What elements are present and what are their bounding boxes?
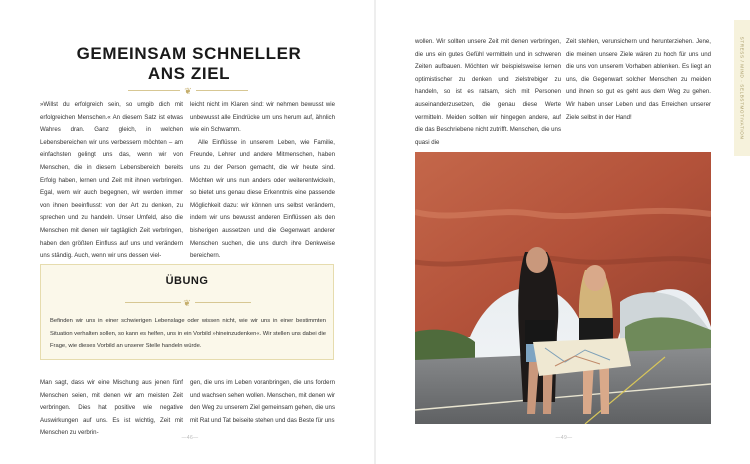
title-divider xyxy=(40,86,336,96)
paragraph: wollen. Wir sollten unsere Zeit mit denen verbringen, die uns ein gutes Gefühl vermitteln und in schweren Zeiten aufbauen. Möchten wir beispielsweise lernen optimistischer zu denken und zielstrebiger zu handeln, so ist es ratsam, sich mit Personen auseinanderzusetzen, die genau diese Werte vermitteln. Meiden sollten wir hingegen andere, auf die das Beschriebene nicht zutrifft. Menschen, die uns quasi die xyxy=(415,38,561,146)
page-number: —46— xyxy=(181,435,199,441)
text-column-right xyxy=(190,99,335,263)
page-title xyxy=(60,44,318,84)
left-page xyxy=(0,0,374,464)
paragraph: leicht nicht im Klaren sind: wir nehmen bewusst wie unbewusst alle Eindrücke um uns herum auf, ähnlich wie ein Schwamm. xyxy=(190,101,335,134)
title-line-2: ANS ZIEL xyxy=(147,64,231,83)
text-column-left xyxy=(40,99,183,263)
exercise-title: ÜBUNG xyxy=(165,275,209,287)
leaf-ornament-icon: ❦ xyxy=(184,86,192,96)
exercise-text: Befinden wir uns in einer schwierigen Lebenslage oder wissen nicht, wie wir uns in einer bestimmten Situation verhalten sollen, so kann es helfen, uns in ein Vorbild »hineinzudenken«. Wir stellen uns dabei die Frage, wie dieses Vorbild an unserer Stelle handeln würde. xyxy=(50,318,326,350)
paragraph: Alle Einflüsse in unserem Leben, wie Familie, Freunde, Lehrer und andere Mitmenschen, haben uns zu der Person gemacht, die wir heute sind. Möchten wir uns nun anders oder weiterentwickeln, so bietet uns genau diese Erkenntnis eine passende Möglichkeit dazu: wir können uns selbst verändern, indem wir uns bewusst anderen Einflüssen als den bisherigen aussetzen und die Gegenwart anderer Menschen suchen, die uns durch ihre Denkweise bereichern. xyxy=(190,138,335,260)
photo-women-with-map-at-rock-arch xyxy=(415,152,711,424)
chapter-side-tab xyxy=(734,20,750,156)
paragraph: »Willst du erfolgreich sein, so umgib dich mit erfolgreichen Menschen.« An diesem Satz ist etwas Wahres dran. Ganz gleich, in welchen Lebensbereichen wir uns verbessern möchten – am einfachsten gelingt uns das, wenn wir von Menschen, die in diesem Lebensbereich bereits Erfolg haben, lernen und Zeit mit ihnen verbringen. Egal, wem wir auch begegnen, wir werden immer von ihnen beeinflusst: von der Art zu denken, zu sprechen und zu handeln. Unser Umfeld, also die Menschen mit denen wir tagtäglich Zeit verbringen, haben den größten Einfluss auf uns und verändern uns ständig. Auch, wenn wir uns dessen viel- xyxy=(40,101,183,260)
paragraph: Man sagt, dass wir eine Mischung aus jenen fünf Menschen seien, mit denen wir am meisten Zeit verbringen. Dies hat positive wie negative Auswirkungen auf uns. Es ist wichtig, Zeit mit Menschen zu verbrin- xyxy=(40,379,183,437)
leaf-ornament-icon: ❦ xyxy=(183,298,191,308)
paragraph: gen, die uns im Leben voranbringen, die uns fordern und wachsen sehen wollen. Menschen, mit denen wir den Weg zu unserem Ziel gemeinsam gehen, die uns mit Rat und Tat beiseite stehen und das Beste für uns xyxy=(190,379,335,424)
title-line-1: GEMEINSAM SCHNELLER xyxy=(76,44,302,63)
chapter-side-tab-label: STRESS / MIND · SELBSTMOTIVATION xyxy=(739,36,745,140)
text-column-left-bottom xyxy=(40,377,183,440)
text-column-right-bottom xyxy=(190,377,335,427)
text-column-right xyxy=(566,36,711,124)
exercise-divider xyxy=(41,298,333,308)
text-column-left xyxy=(415,36,561,149)
right-page xyxy=(376,0,750,464)
exercise-box xyxy=(40,264,334,360)
page-number: —49— xyxy=(555,435,573,441)
paragraph: Zeit stehlen, verunsichern und herunterziehen. Jene, die meinen unsere Ziele wären zu hoch für uns und die uns von unserem Vorhaben ablenken. Es liegt an uns, die Gegenwart solcher Menschen zu meiden und ihnen so gut es geht aus dem Weg zu gehen. Wir haben unser Leben und das Erreichen unserer Ziele selbst in der Hand! xyxy=(566,38,711,121)
